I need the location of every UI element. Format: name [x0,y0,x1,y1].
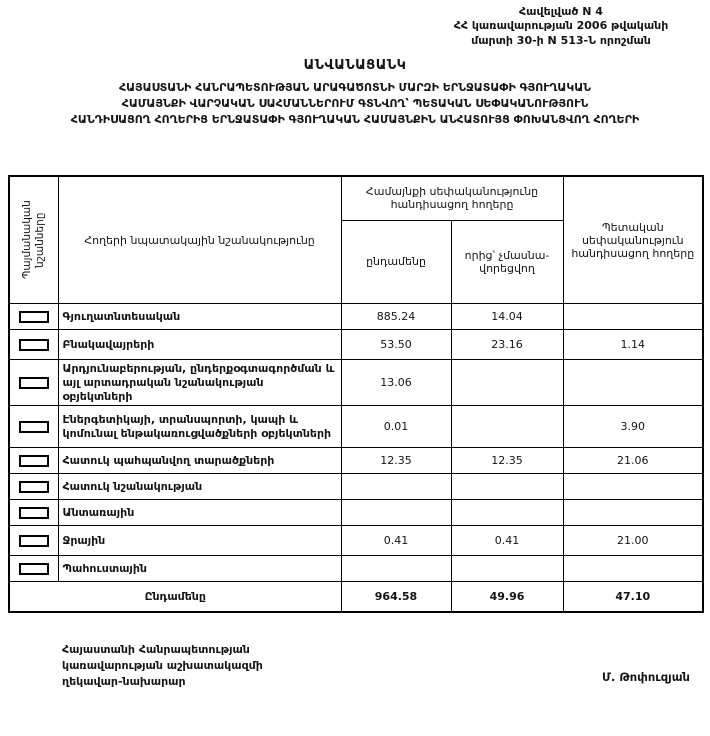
row-state-value [563,500,703,526]
row-community-total: 53.50 [341,330,451,360]
legend-box-icon [19,311,49,323]
office-line-2: կառավարության աշխատակազմի [62,658,263,672]
symbol-cell [9,304,58,330]
row-non-privatized [451,406,563,448]
table-row [9,406,703,448]
title-subtitle-line-2: ՀԱՄԱՅՆՔԻ ՎԱՐՉԱԿԱՆ ՍԱՀՄԱՆՆԵՐՈՒՄ ԳՏՆՎՈՂ՝ ՊԵՏԱԿԱՆ ՍԵՓԱԿԱՆՈՒԹՅՈՒՆ [121,96,589,110]
row-label: Անտառային [58,500,341,526]
title-subtitle-line-3: ՀԱՆԴԻՍԱՑՈՂ ՀՈՂԵՐԻՑ ԵՐՆՋԱՏԱՓԻ ԳՅՈՒՂԱԿԱՆ ՀԱՄԱՅՆՔԻՆ ԱՆՀԱՏՈՒՅՑ ՓՈԽԱՆՑՎՈՂ ՀՈՂԵՐԻ [70,112,640,126]
column-header-state: Պետական սեփականություն հանդիսացող հողերը [563,176,703,304]
column-header-designation: Հողերի նպատակային նշանակությունը [58,176,341,304]
legend-box-icon [19,481,49,493]
row-community-total [341,556,451,582]
symbol-cell [9,330,58,360]
legend-box-icon [19,377,49,389]
row-community-total: 885.24 [341,304,451,330]
row-community-total: 0.41 [341,526,451,556]
legend-box-icon [19,563,49,575]
row-non-privatized [451,360,563,406]
row-community-total: 13.06 [341,360,451,406]
appendix-line-3: մարտի 30-ի N 513-Ն որոշման [471,33,651,47]
column-header-symbols [9,176,58,304]
total-row-label: Ընդամենը [9,582,341,612]
signature-office-block [62,642,263,690]
office-line-1: Հայաստանի Հանրապետության [62,643,250,656]
row-label: Հատուկ նշանակության [58,474,341,500]
column-header-symbols-label: Պայմանական նշանները [20,200,46,280]
table-row [9,304,703,330]
table-row [9,526,703,556]
appendix-line-2: ՀՀ կառավարության 2006 թվականի [453,19,669,33]
table-row [9,360,703,406]
title-subtitle-line-1: ՀԱՅԱՍՏԱՆԻ ՀԱՆՐԱՊԵՏՈՒԹՅԱՆ ԱՐԱԳԱԾՈՏՆԻ ՄԱՐԶԻ ԵՐՆՋԱՏԱՓԻ ԳՅՈՒՂԱԿԱՆ [118,81,592,94]
table-row [9,448,703,474]
table-row [9,330,703,360]
table-row [9,556,703,582]
row-non-privatized [451,474,563,500]
symbol-cell [9,474,58,500]
total-community-total: 964.58 [341,582,451,612]
legend-box-icon [19,535,49,547]
legend-box-icon [19,455,49,467]
row-state-value [563,556,703,582]
appendix-line-1: Հավելված N 4 [519,5,603,18]
table-row [9,474,703,500]
row-state-value: 21.06 [563,448,703,474]
row-non-privatized: 23.16 [451,330,563,360]
document-title-block [0,58,710,128]
office-line-3: ղեկավար-նախարար [62,674,186,688]
row-label: Էներգետիկայի, տրանսպորտի, կապի և կոմունալ ենթակառուցվածքների օբյեկտների [58,406,341,448]
symbol-cell [9,360,58,406]
symbol-cell [9,448,58,474]
document-title: ԱՆՎԱՆԱՑԱՆԿ [303,58,407,73]
row-non-privatized: 12.35 [451,448,563,474]
row-non-privatized: 14.04 [451,304,563,330]
legend-box-icon [19,421,49,433]
appendix-reference [426,5,696,48]
row-label: Բնակավայրերի [58,330,341,360]
row-state-value: 1.14 [563,330,703,360]
row-label: Հատուկ պահպանվող տարածքների [58,448,341,474]
table-row [9,500,703,526]
row-state-value: 3.90 [563,406,703,448]
row-label: Գյուղատնտեսական [58,304,341,330]
row-state-value: 21.00 [563,526,703,556]
row-community-total: 12.35 [341,448,451,474]
row-state-value [563,474,703,500]
row-state-value [563,304,703,330]
row-label: Արդյունաբերության, ընդերքօգտագործման և այլ արտադրական նշանակության օբյեկտների [58,360,341,406]
row-community-total: 0.01 [341,406,451,448]
symbol-cell [9,406,58,448]
column-group-header-community: Համայնքի սեփականությունը հանդիսացող հողերը [341,176,563,220]
column-header-non-privatized: որից՝ չմասնա-վորեցվող [451,220,563,303]
table-total-row [9,582,703,612]
legend-box-icon [19,339,49,351]
total-non-privatized: 49.96 [451,582,563,612]
row-non-privatized [451,500,563,526]
row-label: Պահուստային [58,556,341,582]
row-community-total [341,474,451,500]
symbol-cell [9,556,58,582]
signatory-name: Մ. Թոփուզյան [602,670,690,684]
symbol-cell [9,500,58,526]
symbol-cell [9,526,58,556]
row-label: Ջրային [58,526,341,556]
land-transfer-table [8,175,704,613]
row-non-privatized: 0.41 [451,526,563,556]
row-community-total [341,500,451,526]
row-state-value [563,360,703,406]
column-header-total: ընդամենը [341,220,451,303]
row-non-privatized [451,556,563,582]
total-state-value: 47.10 [563,582,703,612]
legend-box-icon [19,507,49,519]
